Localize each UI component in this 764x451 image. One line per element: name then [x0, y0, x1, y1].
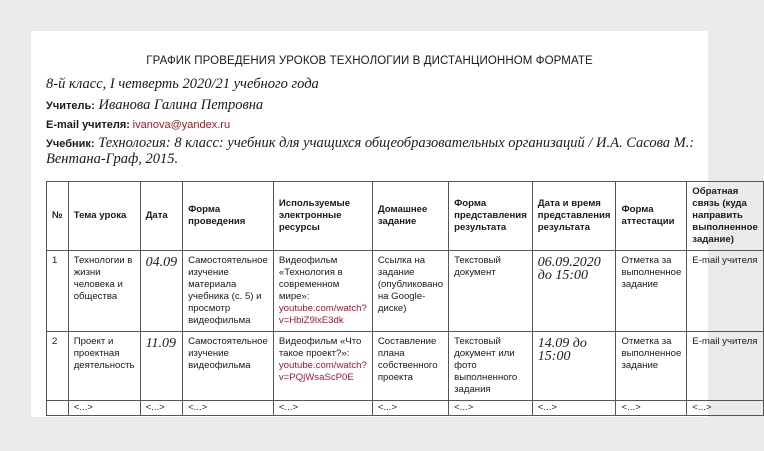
deadline: 14.09 до 15:00 [532, 332, 616, 401]
ellipsis-cell: <...> [687, 401, 764, 416]
header-cell: Обратная связь (куда направить выполненное задание) [687, 182, 764, 251]
lesson-form: Самостоятельное изучение видеофильма [183, 332, 274, 401]
resource-link[interactable]: youtube.com/watch?v=PQjWsaScP0E [278, 360, 367, 383]
feedback: E-mail учителя [687, 332, 764, 401]
document-title: ГРАФИК ПРОВЕДЕНИЯ УРОКОВ ТЕХНОЛОГИИ В ДИСТАНЦИОННОМ ФОРМАТЕ [146, 55, 593, 67]
table-header-row [47, 182, 764, 251]
homework: Составление плана собственного проекта [372, 332, 448, 401]
header-cell: Форма представления результата [449, 182, 533, 251]
ellipsis-cell: <...> [273, 401, 372, 416]
document-page [31, 31, 758, 417]
row-number: 2 [47, 332, 69, 401]
lesson-form: Самостоятельное изучение материала учебника (с. 5) и просмотр видеофильма [183, 251, 274, 332]
lesson-topic: Проект и проектная деятельность [68, 332, 140, 401]
ellipsis-cell: <...> [183, 401, 274, 416]
lesson-date: 04.09 [140, 251, 183, 332]
resource-cell [273, 251, 372, 332]
schedule-table [46, 181, 764, 416]
table-row-ellipsis [47, 401, 764, 416]
deadline: 06.09.2020 до 15:00 [532, 251, 616, 332]
email-line [46, 119, 230, 131]
header-cell: Домашнее задание [372, 182, 448, 251]
header-cell: Тема урока [68, 182, 140, 251]
textbook-label: Учебник: [46, 138, 95, 150]
empty-cell [47, 401, 69, 416]
header-cell: № [47, 182, 69, 251]
textbook-line [46, 136, 701, 167]
class-line: 8-й класс, I четверть 2020/21 учебного года [46, 76, 319, 92]
result-form: Текстовый документ или фото выполненного задания [449, 332, 533, 401]
lesson-date: 11.09 [140, 332, 183, 401]
ellipsis-cell: <...> [68, 401, 140, 416]
feedback: E-mail учителя [687, 251, 764, 332]
teacher-email: ivanova@yandex.ru [132, 119, 231, 131]
header-cell: Дата и время представления результата [532, 182, 616, 251]
ellipsis-cell: <...> [372, 401, 448, 416]
header-cell: Дата [140, 182, 183, 251]
resource-cell [273, 332, 372, 401]
resource-link[interactable]: youtube.com/watch?v=HbiZ9lxE3dk [278, 303, 367, 326]
ellipsis-cell: <...> [449, 401, 533, 416]
header-cell: Форма аттестации [616, 182, 687, 251]
header-cell: Форма проведения [183, 182, 274, 251]
attestation: Отметка за выполненное задание [616, 332, 687, 401]
ellipsis-cell: <...> [532, 401, 616, 416]
table-row [47, 251, 764, 332]
attestation: Отметка за выполненное задание [616, 251, 687, 332]
textbook-value: Технология: 8 класс: учебник для учащихся общеобразовательных организаций / И.А. Сасова М.: Вентана-Граф, 2015. [46, 135, 695, 167]
teacher-line [46, 97, 263, 114]
header-cell: Используемые электронные ресурсы [273, 182, 372, 251]
resource-text: Видеофильм «Что такое проект?»: [278, 336, 362, 359]
email-label: E-mail учителя: [46, 119, 130, 131]
row-number: 1 [47, 251, 69, 332]
homework: Ссылка на задание (опубликовано на Google-диске) [372, 251, 448, 332]
teacher-name: Иванова Галина Петровна [98, 97, 264, 113]
ellipsis-cell: <...> [140, 401, 183, 416]
resource-text: Видеофильм «Технология в современном мире»: [278, 255, 343, 302]
result-form: Текстовый документ [449, 251, 533, 332]
ellipsis-cell: <...> [616, 401, 687, 416]
lesson-topic: Технологии в жизни человека и общества [68, 251, 140, 332]
teacher-label: Учитель: [46, 100, 95, 112]
table-row [47, 332, 764, 401]
